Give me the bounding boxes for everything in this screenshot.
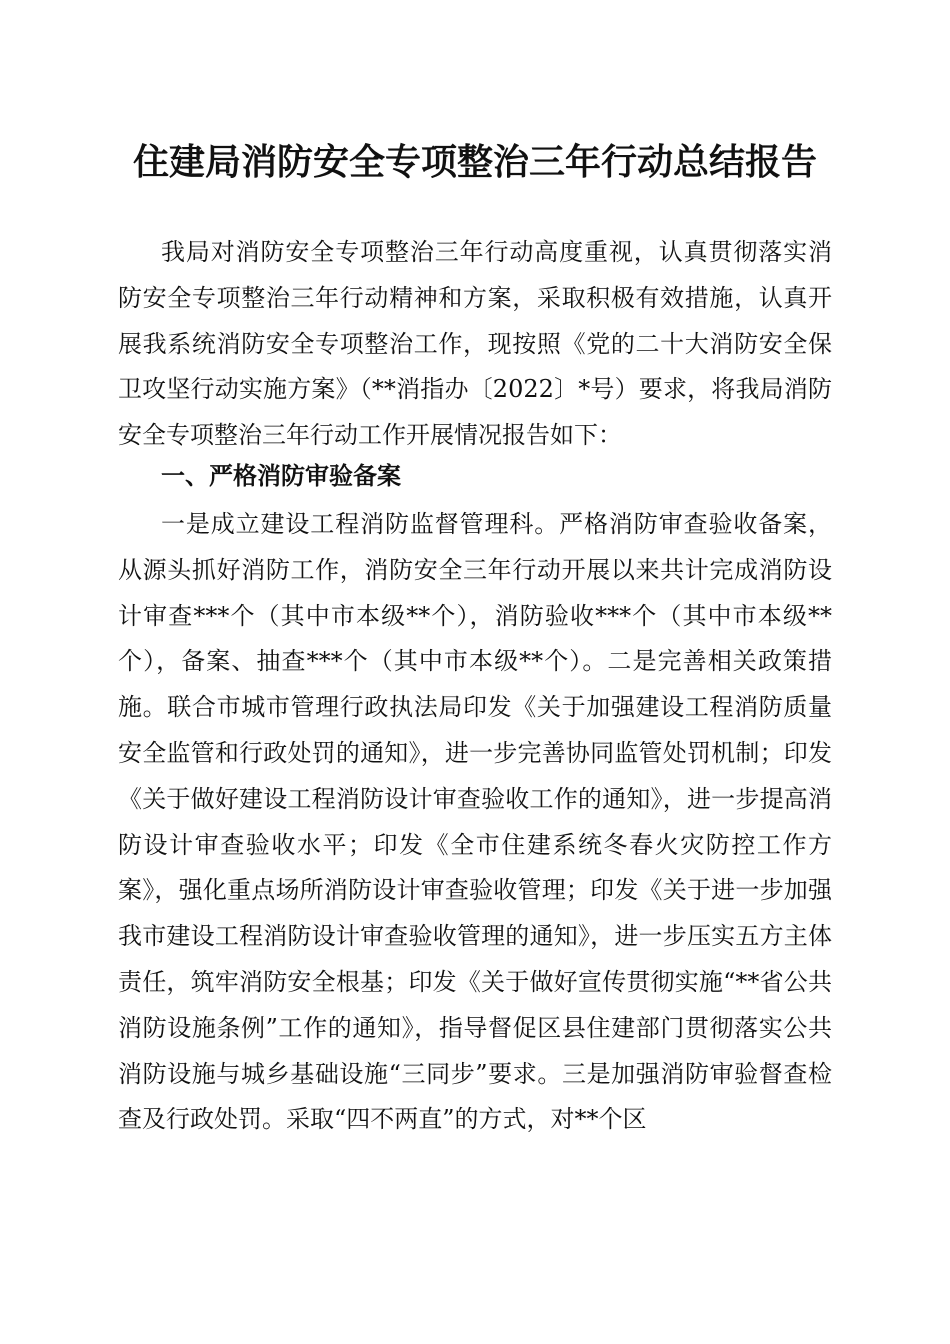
section-paragraph: 一是成立建设工程消防监督管理科。严格消防审查验收备案，从源头抓好消防工作，消防安全三年行动开展以来共计完成消防设计审查***个（其中市本级**个），消防验收***个（其中市本级**个），备案、抽查***个（其中市本级**个）。二是完善相关政策措施。联合市城市管理行政执法局印发《关于加强建设工程消防质量安全监管和行政处罚的通知》，进一步完善协同监管处罚机制；印发《关于做好建设工程消防设计审查验收工作的通知》，进一步提高消防设计审查验收水平；印发《全市住建系统冬春火灾防控工作方案》，强化重点场所消防设计审查验收管理；印发《关于进一步加强我市建设工程消防设计审查验收管理的通知》，进一步压实五方主体责任，筑牢消防安全根基；印发《关于做好宣传贯彻实施“**省公共消防设施条例”工作的通知》，指导督促区县住建部门贯彻落实公共消防设施与城乡基础设施“三同步”要求。三是加强消防审验督查检查及行政处罚。采取“四不两直”的方式，对**个区: [118, 510, 832, 1134]
intro-paragraph: 我局对消防安全专项整治三年行动高度重视，认真贯彻落实消防安全专项整治三年行动精神和方案，采取积极有效措施，认真开展我系统消防安全专项整治工作，现按照《党的二十大消防安全保卫攻坚行动实施方案》（**消指办〔2022〕*号）要求，将我局消防安全专项整治三年行动工作开展情况报告如下：: [118, 238, 832, 450]
document-title: 住建局消防安全专项整治三年行动总结报告: [132, 141, 817, 183]
section-heading: 一、严格消防审验备案: [161, 462, 401, 490]
